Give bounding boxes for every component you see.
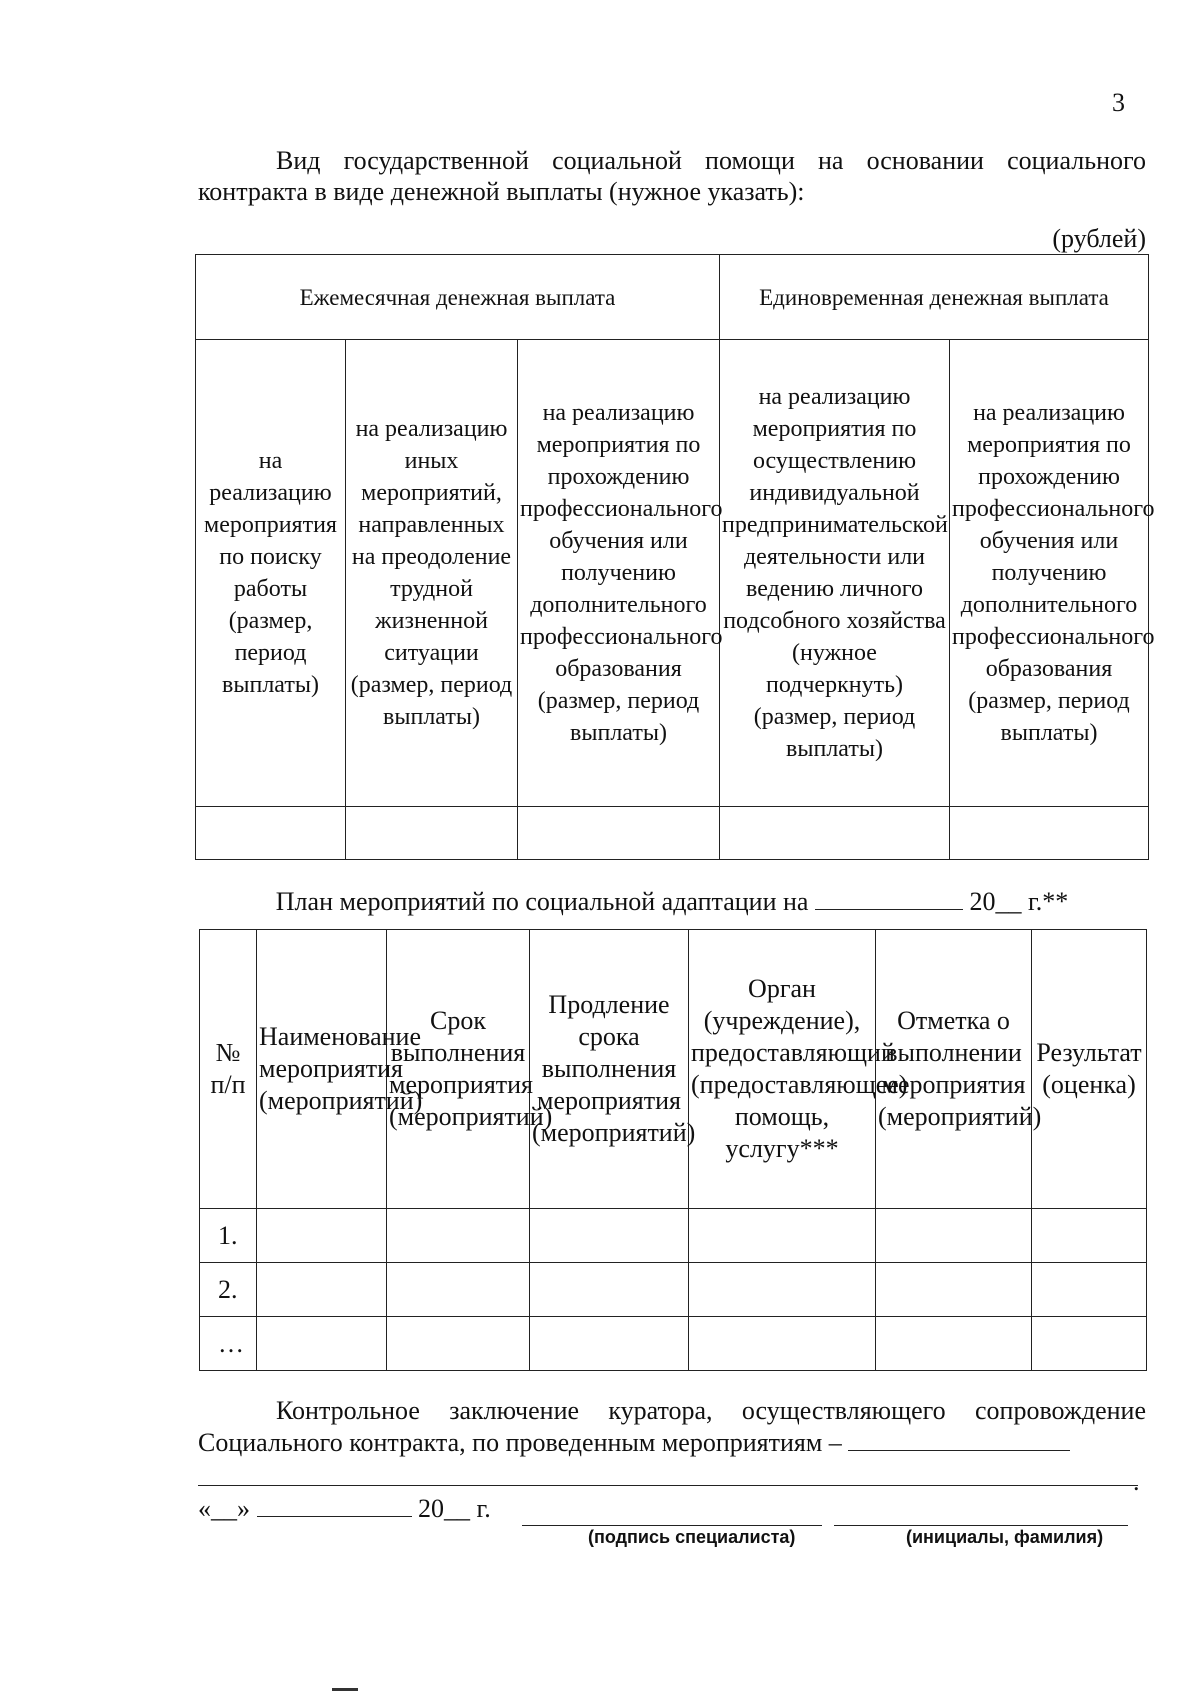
table-cell[interactable] <box>689 1263 876 1317</box>
payments-group-row <box>196 255 1149 340</box>
table-cell[interactable] <box>876 1263 1032 1317</box>
plan-table <box>199 929 1147 1371</box>
table-cell[interactable] <box>387 1209 530 1263</box>
table-cell[interactable] <box>530 1317 689 1371</box>
cell-other-measures[interactable] <box>346 807 518 860</box>
col-result: Результат (оценка) <box>1032 930 1147 1209</box>
conclusion-blank-2[interactable] <box>198 1484 1138 1486</box>
table-cell[interactable] <box>1032 1317 1147 1371</box>
table-cell[interactable] <box>387 1263 530 1317</box>
table-cell[interactable] <box>1032 1263 1147 1317</box>
col-event-name: Наименование мероприятия (мероприятий) <box>257 930 387 1209</box>
name-caption: (инициалы, фамилия) <box>906 1527 1104 1547</box>
table-cell[interactable] <box>387 1317 530 1371</box>
table-cell[interactable] <box>257 1209 387 1263</box>
col-completion-mark: Отметка о выполнении мероприятия (мероприятий) <box>876 930 1032 1209</box>
table-row <box>200 1317 1147 1371</box>
table-cell[interactable] <box>689 1209 876 1263</box>
table-cell[interactable] <box>530 1263 689 1317</box>
table-cell[interactable] <box>876 1209 1032 1263</box>
col-number: № п/п <box>200 930 257 1209</box>
signature-line[interactable] <box>522 1524 822 1526</box>
conclusion-line-2: Социального контракта, по проведенным мероприятиям – <box>198 1428 842 1457</box>
row-number: 2. <box>200 1263 257 1317</box>
intro-line-2: контракта в виде денежной выплаты (нужное указать): <box>198 177 805 206</box>
conclusion-blank-1[interactable] <box>848 1426 1070 1451</box>
name-line[interactable] <box>834 1524 1128 1526</box>
plan-period-blank[interactable] <box>815 885 963 910</box>
intro-line-1: Вид государственной социальной помощи на основании социального <box>276 146 1146 175</box>
col-training-monthly: на реализацию мероприятия по прохождению профессионального обучения или получению дополнительного профессионального образования (размер, период выплаты) <box>518 340 720 807</box>
date-day: «__» <box>198 1494 250 1523</box>
date-month-blank[interactable] <box>257 1492 412 1517</box>
table-cell[interactable] <box>876 1317 1032 1371</box>
cell-training-monthly[interactable] <box>518 807 720 860</box>
table-cell[interactable] <box>530 1209 689 1263</box>
payments-data-row <box>196 807 1149 860</box>
cell-job-search[interactable] <box>196 807 346 860</box>
col-extension: Продление срока выполнения мероприятия (мероприятий) <box>530 930 689 1209</box>
plan-title-year: 20__ г.** <box>969 887 1069 916</box>
payments-header-row <box>196 340 1149 807</box>
plan-title-prefix: План мероприятий по социальной адаптации на <box>275 887 809 916</box>
group-lump-sum: Единовременная денежная выплата <box>720 255 1149 340</box>
cell-training-lump[interactable] <box>950 807 1149 860</box>
signature-caption: (подпись специалиста) <box>588 1527 796 1547</box>
plan-title <box>198 885 1146 917</box>
table-cell[interactable] <box>257 1317 387 1371</box>
table-row <box>200 1263 1147 1317</box>
row-number: 1. <box>200 1209 257 1263</box>
page-number: 3 <box>1112 88 1125 117</box>
conclusion-line-1: Контрольное заключение куратора, осуществляющего сопровождение <box>276 1396 1146 1425</box>
col-training-lump: на реализацию мероприятия по прохождению профессионального обучения или получению дополнительного профессионального образования (размер, период выплаты) <box>950 340 1149 807</box>
payments-table <box>195 254 1155 860</box>
col-entrepreneurship: на реализацию мероприятия по осуществлению индивидуальной предпринимательской деятельности или ведению личного подсобного хозяйства (нужное подчеркнуть) (размер, период выплаты) <box>720 340 950 807</box>
plan-header-row <box>200 930 1147 1209</box>
table-row <box>200 1209 1147 1263</box>
col-deadline: Срок выполнения мероприятия (мероприятий) <box>387 930 530 1209</box>
col-job-search: на реализацию мероприятия по поиску работы (размер, период выплаты) <box>196 340 346 807</box>
row-number: … <box>200 1317 257 1371</box>
cell-entrepreneurship[interactable] <box>720 807 950 860</box>
group-monthly: Ежемесячная денежная выплата <box>196 255 720 340</box>
date-year: 20__ г. <box>418 1494 491 1523</box>
unit-label: (рублей) <box>1052 224 1146 253</box>
col-other-measures: на реализацию иных мероприятий, направленных на преодоление трудной жизненной ситуации (размер, период выплаты) <box>346 340 518 807</box>
conclusion-end-dot: . <box>1133 1467 1140 1496</box>
col-provider: Орган (учреждение), предоставляющий (предоставляющее) помощь, услугу*** <box>689 930 876 1209</box>
scan-mark <box>332 1688 358 1691</box>
intro-paragraph <box>198 145 1146 207</box>
table-cell[interactable] <box>689 1317 876 1371</box>
conclusion-paragraph <box>198 1395 1146 1458</box>
table-cell[interactable] <box>257 1263 387 1317</box>
table-cell[interactable] <box>1032 1209 1147 1263</box>
date-row <box>198 1492 491 1524</box>
